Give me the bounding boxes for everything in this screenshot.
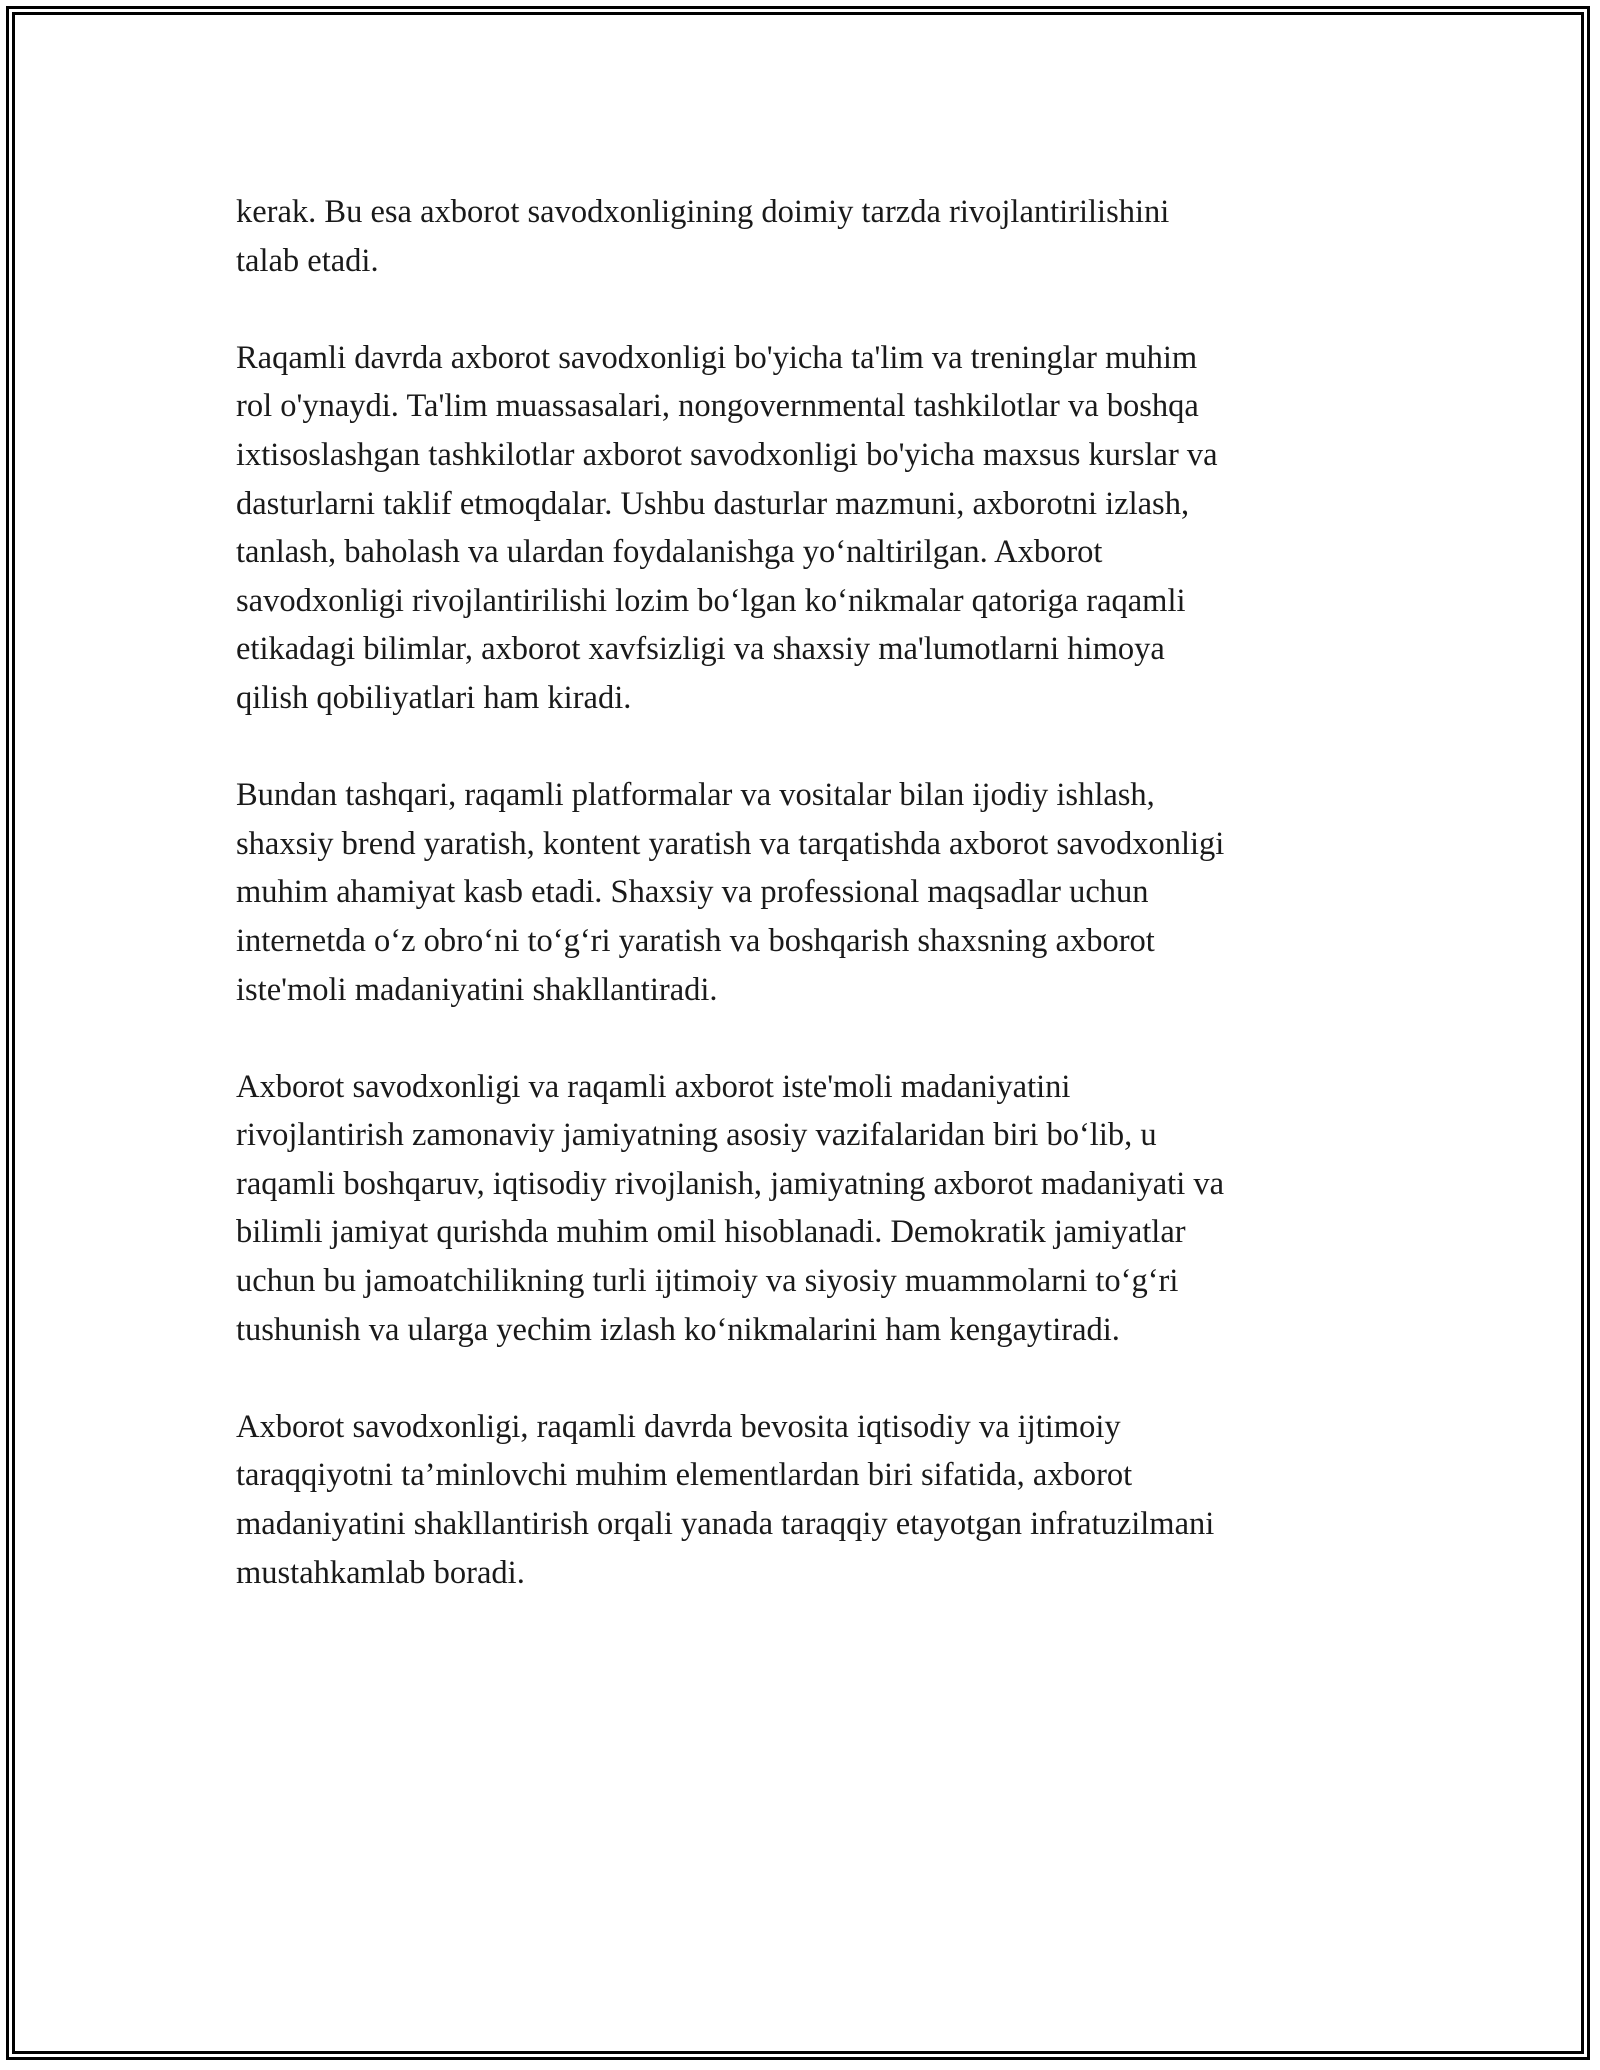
paragraph-3: Bundan tashqari, raqamli platformalar va vositalar bilan ijodiy ishlash, shaxsiy brend yaratish, kontent yaratish va tarqatishda axborot savodxonligi muhim ahamiyat kasb etadi. Shaxsiy va professional maqsadlar uchun internetda o‘z obro‘ni to‘g‘ri yaratish va boshqarish shaxsning axborot iste'moli madaniyatini shakllantiradi. [236,777,1225,1008]
paragraph-4: Axborot savodxonligi va raqamli axborot iste'moli madaniyatini rivojlantirish zamonaviy jamiyatning asosiy vazifalaridan biri bo‘lib, u raqamli boshqaruv, iqtisodiy rivojlanish, jamiyatning axborot madaniyati va bilimli jamiyat qurishda muhim omil hisoblanadi. Demokratik jamiyatlar uchun bu jamoatchilikning turli ijtimoiy va siyosiy muammolarni to‘g‘ri tushunish va ularga yechim izlash ko‘nikmalarini ham kengaytiradi. [236,1068,1225,1348]
paragraph-1: kerak. Bu esa axborot savodxonligining doimiy tarzda rivojlantirilishini talab etadi. [236,194,1170,279]
document-body [236,188,1376,1646]
paragraph-5: Axborot savodxonligi, raqamli davrda bevosita iqtisodiy va ijtimoiy taraqqiyotni ta’minlovchi muhim elementlardan biri sifatida, axborot madaniyatini shakllantirish orqali yanada taraqqiy etayotgan infratuzilmani mustahkamlab boradi. [236,1408,1215,1591]
paragraph-2: Raqamli davrda axborot savodxonligi bo'yicha ta'lim va treninglar muhim rol o'ynaydi. Ta'lim muassasalari, nongovernmental tashkilotlar va boshqa ixtisoslashgan tashkilotlar axborot savodxonligi bo'yicha maxsus kurslar va dasturlarni taklif etmoqdalar. Ushbu dasturlar mazmuni, axborotni izlash, tanlash, baholash va ulardan foydalanishga yo‘naltirilgan. Axborot savodxonligi rivojlantirilishi lozim bo‘lgan ko‘nikmalar qatoriga raqamli etikadagi bilimlar, axborot xavfsizligi va shaxsiy ma'lumotlarni himoya qilish qobiliyatlari ham kiradi. [236,339,1218,716]
